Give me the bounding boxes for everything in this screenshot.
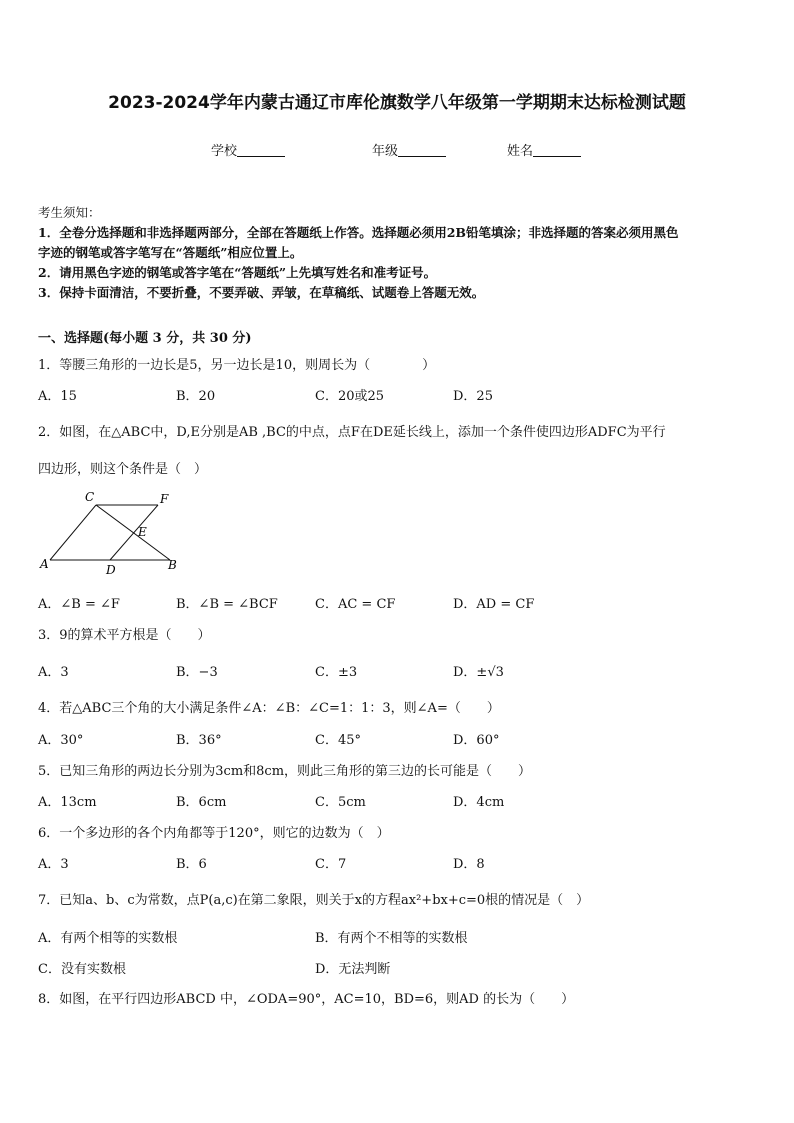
name-field [507,140,581,159]
student-info-row [0,140,794,160]
label-a: A [40,557,49,571]
question-5-option-a: A．13cm [38,795,97,810]
question-4-stem: 4．若△ABC三个角的大小满足条件∠A：∠B：∠C=1：1：3，则∠A=（ ） [38,701,500,716]
label-e: E [138,525,147,539]
question-2-figure [38,488,188,576]
label-b: B [168,558,177,572]
question-7-option-c: C．没有实数根 [38,962,126,977]
label-d: D [106,563,116,576]
section-heading: 一、选择题(每小题 3 分，共 30 分) [38,331,252,346]
label-f: F [160,492,169,506]
question-4-option-b: B．36° [176,733,222,748]
question-5-option-d: D．4cm [453,795,505,810]
question-8-stem: 8．如图，在平行四边形ABCD 中，∠ODA=90°，AC=10，BD=6，则AD 的长为（ ） [38,992,575,1007]
question-3-option-d: D．±√3 [453,665,504,680]
notice-heading: 考生须知： [38,205,101,220]
school-blank [237,142,285,157]
question-5-stem: 5．已知三角形的两边长分别为3cm和8cm，则此三角形的第三边的长可能是（ ） [38,764,532,779]
name-label: 姓名 [507,144,534,159]
question-3-option-a: A．3 [38,665,69,680]
school-field [211,140,285,159]
question-1-option-a: A．15 [38,389,77,404]
question-5-option-c: C．5cm [315,795,366,810]
question-1-option-d: D．25 [453,389,493,404]
question-5-option-b: B．6cm [176,795,227,810]
exam-notice [38,203,758,303]
segment-cb [96,505,170,560]
question-1-option-c: C．20或25 [315,389,385,404]
label-c: C [85,490,95,504]
question-4-option-d: D．60° [453,733,500,748]
question-2-stem: 2．如图，在△ABC中，D,E分别是AB ,BC的中点，点F在DE延长线上，添加一个条件使四边形ADFC为平行 [38,425,666,440]
question-1-option-b: B．20 [176,389,216,404]
question-1-stem: 1．等腰三角形的一边长是5，另一边长是10，则周长为（ ） [38,358,436,373]
grade-label: 年级 [372,144,399,159]
question-6-option-a: A．3 [38,857,69,872]
question-6-option-c: C．7 [315,857,347,872]
question-2-stem-continued: 四边形，则这个条件是（ ） [38,462,208,477]
question-7-stem: 7．已知a、b、c为常数，点P(a,c)在第二象限，则关于x的方程ax²+bx+c=0根的情况是（ ） [38,893,590,908]
question-3-stem: 3．9的算术平方根是（ ） [38,628,211,643]
question-6-stem: 6．一个多边形的各个内角都等于120°，则它的边数为（ ） [38,826,390,841]
school-label: 学校 [211,144,238,159]
page-title: 2023-2024学年内蒙古通辽市库伦旗数学八年级第一学期期末达标检测试题 [108,93,686,113]
question-4-option-c: C．45° [315,733,361,748]
question-7-option-b: B．有两个不相等的实数根 [315,931,468,946]
question-4-option-a: A．30° [38,733,84,748]
question-2-option-c: C．AC = CF [315,597,396,612]
question-6-option-b: B．6 [176,857,207,872]
question-3-option-b: B．−3 [176,665,218,680]
question-2-option-a: A．∠B = ∠F [38,597,120,612]
segment-ac [50,505,96,560]
notice-item: 字迹的钢笔或答字笔写在“答题纸”相应位置上。 [38,245,303,260]
question-3-option-c: C．±3 [315,665,358,680]
segment-df [110,505,158,560]
question-7-option-d: D．无法判断 [315,962,391,977]
notice-item: 1．全卷分选择题和非选择题两部分，全部在答题纸上作答。选择题必须用2B铅笔填涂；非选择题的答案必须用黑色 [38,225,679,240]
question-2-option-b: B．∠B = ∠BCF [176,597,278,612]
name-blank [533,142,581,157]
grade-blank [398,142,446,157]
question-2-option-d: D．AD = CF [453,597,535,612]
notice-item: 3．保持卡面清洁，不要折叠，不要弄破、弄皱，在草稿纸、试题卷上答题无效。 [38,285,485,300]
question-7-option-a: A．有两个相等的实数根 [38,931,178,946]
grade-field [372,140,446,159]
question-6-option-d: D．8 [453,857,485,872]
notice-item: 2．请用黑色字迹的钢笔或答字笔在“答题纸”上先填写姓名和准考证号。 [38,265,437,280]
